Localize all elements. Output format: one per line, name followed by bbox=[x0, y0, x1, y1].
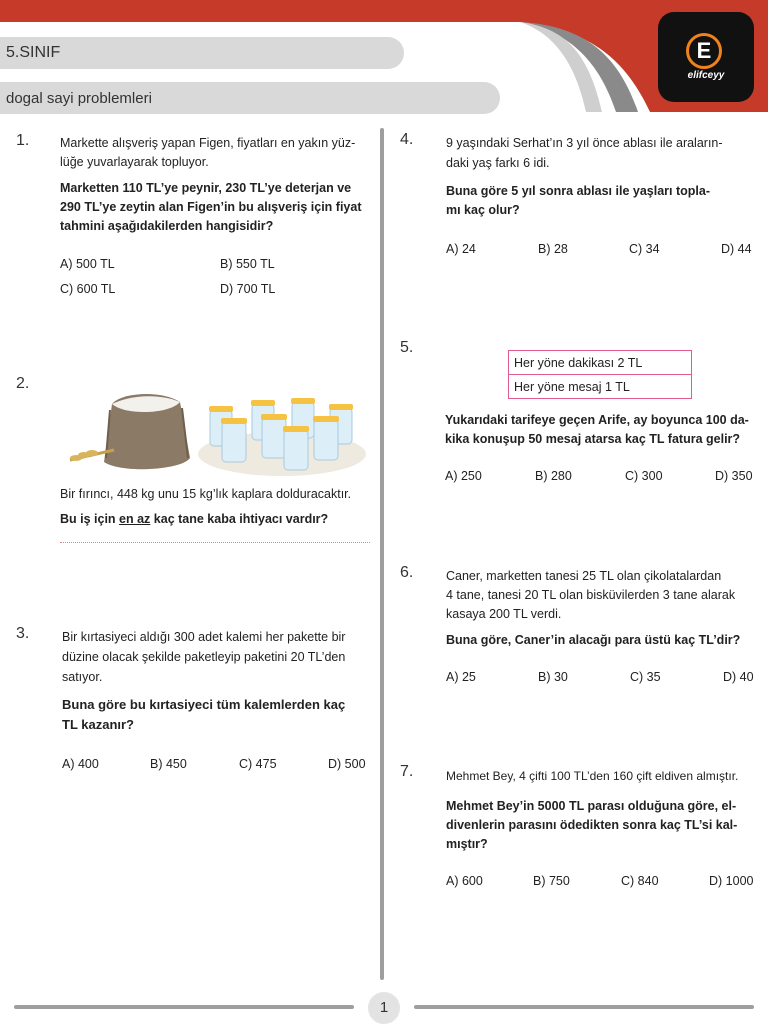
q4-option-d[interactable]: D) 44 bbox=[721, 242, 752, 256]
footer-line-right bbox=[414, 1005, 754, 1009]
q5-option-d[interactable]: D) 350 bbox=[715, 469, 753, 483]
q7-option-a[interactable]: A) 600 bbox=[446, 874, 483, 888]
q6-question: Buna göre, Caner’in alacağı para üstü kaç TL’dir? bbox=[446, 633, 741, 647]
q5-question-line1: Yukarıdaki tarifeye geçen Arife, ay boyunca 100 da- bbox=[445, 413, 749, 427]
q3-text-line2: düzine olacak şekilde paketleyip paketini 20 TL’den bbox=[62, 650, 346, 664]
page-number: 1 bbox=[368, 992, 400, 1024]
q7-number: 7. bbox=[400, 763, 414, 780]
q5-question-line2: kika konuşup 50 mesaj atarsa kaç TL fatura gelir? bbox=[445, 432, 741, 446]
q6-text-line3: kasaya 200 TL verdi. bbox=[446, 607, 562, 621]
topic-label: dogal sayi problemleri bbox=[6, 90, 152, 107]
q1-question-line1: Marketten 110 TL’ye peynir, 230 TL’ye deterjan ve bbox=[60, 181, 352, 195]
flour-and-jars-illustration bbox=[62, 388, 370, 480]
q5-option-a[interactable]: A) 250 bbox=[445, 469, 482, 483]
flour-sack-icon bbox=[104, 394, 190, 469]
q1-question-line2: 290 TL’ye zeytin alan Figen’in bu alışveriş için fiyat bbox=[60, 200, 362, 214]
q6-option-c[interactable]: C) 35 bbox=[630, 670, 661, 684]
q2-question bbox=[60, 510, 328, 529]
q4-option-a[interactable]: A) 24 bbox=[446, 242, 476, 256]
q7-question-line2: divenlerin parasını ödedikten sonra kaç TL’si kal- bbox=[446, 818, 738, 832]
q6-option-a[interactable]: A) 25 bbox=[446, 670, 476, 684]
q6-option-d[interactable]: D) 40 bbox=[723, 670, 754, 684]
q2-number: 2. bbox=[16, 375, 30, 392]
column-divider bbox=[380, 128, 384, 980]
q2-text: Bir fırıncı, 448 kg unu 15 kg’lık kaplara dolduracaktır. bbox=[60, 487, 352, 501]
q3-text-line3: satıyor. bbox=[62, 670, 103, 684]
q1-text-line1: Markette alışveriş yapan Figen, fiyatları en yakın yüz- bbox=[60, 136, 356, 150]
q2-dotted-separator bbox=[60, 542, 370, 543]
q3-question-line2: TL kazanır? bbox=[62, 717, 135, 732]
q6-number: 6. bbox=[400, 564, 414, 581]
q7-question-line1: Mehmet Bey’in 5000 TL parası olduğuna göre, el- bbox=[446, 799, 737, 813]
q5-option-b[interactable]: B) 280 bbox=[535, 469, 572, 483]
logo-text: elifceyy bbox=[687, 70, 725, 81]
q2-question-underlined: en az bbox=[119, 512, 151, 526]
q4-text-line1: 9 yaşındaki Serhat’ın 3 yıl önce ablası ile araların- bbox=[446, 136, 723, 150]
q7-question-line3: mıştır? bbox=[446, 837, 488, 851]
q1-number: 1. bbox=[16, 132, 30, 149]
q1-text-line2: lüğe yuvarlayarak topluyor. bbox=[60, 155, 209, 169]
grade-label: 5.SINIF bbox=[6, 44, 61, 61]
q3-question-line1: Buna göre bu kırtasiyeci tüm kalemlerden kaç bbox=[62, 697, 346, 712]
q1-option-d[interactable]: D) 700 TL bbox=[220, 282, 276, 296]
logo-letter: E bbox=[696, 38, 712, 63]
q3-number: 3. bbox=[16, 625, 30, 642]
q4-question-line1: Buna göre 5 yıl sonra ablası ile yaşları topla- bbox=[446, 184, 710, 198]
q6-text-line2: 4 tane, tanesi 20 TL olan bisküvilerden 3 tane alarak bbox=[446, 588, 736, 602]
q4-text-line2: daki yaş farkı 6 idi. bbox=[446, 156, 550, 170]
q2-question-post: kaç tane kaba ihtiyacı vardır? bbox=[150, 512, 329, 526]
q3-text-line1: Bir kırtasiyeci aldığı 300 adet kalemi her pakette bir bbox=[62, 630, 346, 644]
q7-text-line1: Mehmet Bey, 4 çifti 100 TL’den 160 çift eldiven almıştır. bbox=[446, 769, 739, 783]
q6-text-line1: Caner, marketten tanesi 25 TL olan çikolatalardan bbox=[446, 569, 722, 583]
q1-question-line3: tahmini aşağıdakilerden hangisidir? bbox=[60, 219, 274, 233]
q5-number: 5. bbox=[400, 339, 414, 356]
q3-option-c[interactable]: C) 475 bbox=[239, 757, 277, 771]
q3-option-b[interactable]: B) 450 bbox=[150, 757, 187, 771]
q2-question-pre: Bu iş için bbox=[60, 512, 120, 526]
q7-option-c[interactable]: C) 840 bbox=[621, 874, 659, 888]
q5-option-c[interactable]: C) 300 bbox=[625, 469, 663, 483]
q3-option-a[interactable]: A) 400 bbox=[62, 757, 99, 771]
q1-option-a[interactable]: A) 500 TL bbox=[60, 257, 115, 271]
q5-tariff-row-minutes: Her yöne dakikası 2 TL bbox=[509, 351, 692, 375]
q1-option-c[interactable]: C) 600 TL bbox=[60, 282, 116, 296]
q6-option-b[interactable]: B) 30 bbox=[538, 670, 568, 684]
q3-option-d[interactable]: D) 500 bbox=[328, 757, 366, 771]
footer-line-left bbox=[14, 1005, 354, 1009]
q5-tariff-table bbox=[508, 350, 692, 399]
q5-tariff-row-messages: Her yöne mesaj 1 TL bbox=[509, 375, 692, 399]
q4-number: 4. bbox=[400, 131, 414, 148]
q1-option-b[interactable]: B) 550 TL bbox=[220, 257, 275, 271]
grade-banner bbox=[0, 37, 404, 69]
q4-option-c[interactable]: C) 34 bbox=[629, 242, 660, 256]
q7-option-d[interactable]: D) 1000 bbox=[709, 874, 754, 888]
q4-option-b[interactable]: B) 28 bbox=[538, 242, 568, 256]
q4-question-line2: mı kaç olur? bbox=[446, 203, 520, 217]
q7-option-b[interactable]: B) 750 bbox=[533, 874, 570, 888]
